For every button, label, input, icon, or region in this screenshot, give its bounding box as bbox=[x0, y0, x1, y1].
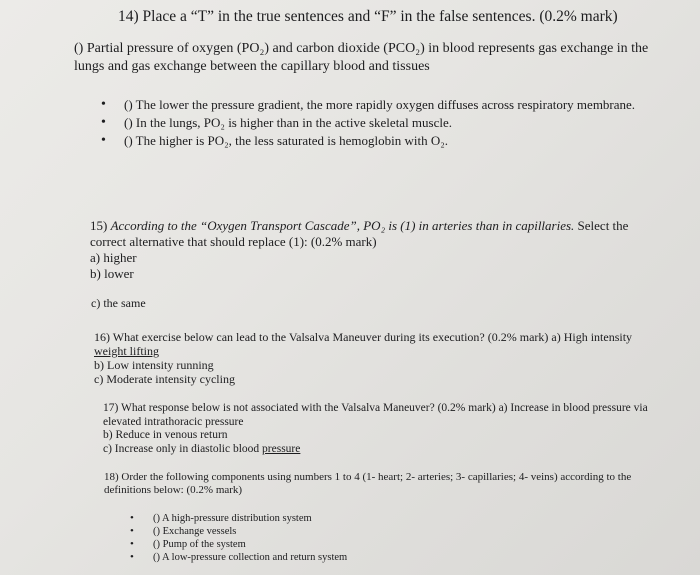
q15-stem: Select the correct alternative that should replace (1): (0.2% mark) bbox=[90, 218, 629, 249]
q18-definition-list bbox=[130, 512, 490, 564]
q14-intro-statement: () Partial pressure of oxygen (PO₂) and carbon dioxide (PCO₂) in blood represents gas exchange in the lungs and gas exchange between the capillary blood and tissues bbox=[74, 41, 649, 74]
list-item bbox=[101, 114, 641, 131]
q14-title: 14) Place a “T” in the true sentences and “F” in the false sentences. (0.2% mark) bbox=[118, 8, 618, 25]
q18-stem: 18) Order the following components using numbers 1 to 4 (1- heart; 2- arteries; 3- capillaries; 4- veins) according to the definitions below: (0.2% mark) bbox=[104, 471, 632, 496]
q18-definition-3: () Pump of the system bbox=[153, 539, 246, 550]
q14-statement-list bbox=[101, 96, 641, 150]
q15-block bbox=[90, 218, 660, 282]
q16-stem: 16) What exercise below can lead to the Valsalva Maneuver during its execution? (0.2% mark) a) High intensity bbox=[94, 330, 633, 344]
bullet-icon: • bbox=[130, 538, 134, 550]
q17-stem: 17) What response below is not associated with the Valsalva Maneuver? (0.2% mark) a) Increase in blood pressure via elevated intrathoracic pressure bbox=[103, 402, 648, 428]
list-item bbox=[101, 132, 641, 149]
list-item bbox=[101, 96, 641, 113]
list-item bbox=[130, 551, 490, 564]
q16-option-a-underlined: weight lifting bbox=[94, 344, 159, 358]
bullet-icon: • bbox=[130, 512, 134, 524]
q17-block bbox=[103, 402, 663, 456]
list-item bbox=[130, 525, 490, 538]
q16-option-c: c) Moderate intensity cycling bbox=[94, 372, 235, 386]
q18-definition-4: () A low-pressure collection and return system bbox=[153, 552, 348, 563]
q17-option-c-text: c) Increase only in diastolic blood bbox=[103, 442, 260, 455]
q17-option-c bbox=[103, 443, 663, 457]
list-item bbox=[130, 512, 490, 525]
bullet-icon: • bbox=[101, 97, 106, 112]
q18-definition-2: () Exchange vessels bbox=[153, 526, 237, 537]
q14-statement-2: () In the lungs, PO₂ is higher than in the active skeletal muscle. bbox=[124, 115, 453, 130]
q15-option-c: c) the same bbox=[91, 296, 146, 310]
q17-option-b: b) Reduce in venous return bbox=[103, 429, 228, 441]
bullet-icon: • bbox=[130, 525, 134, 537]
q14-statement-3: () The higher is PO₂, the less saturated is hemoglobin with O₂. bbox=[124, 133, 449, 148]
bullet-icon: • bbox=[101, 115, 106, 130]
bullet-icon: • bbox=[101, 133, 106, 148]
q15-option-b: b) lower bbox=[90, 266, 134, 281]
q18-definition-1: () A high-pressure distribution system bbox=[153, 513, 312, 524]
list-item bbox=[130, 538, 490, 551]
bullet-icon: • bbox=[130, 551, 134, 563]
q17-option-c-underlined: pressure bbox=[262, 442, 301, 455]
q16-block bbox=[94, 330, 654, 386]
q15-stem-italic: According to the “Oxygen Transport Cascade”, PO₂ is (1) in arteries than in capillaries. bbox=[110, 218, 575, 233]
q15-number: 15) bbox=[90, 218, 108, 233]
q16-option-b: b) Low intensity running bbox=[94, 358, 214, 372]
q14-statement-1: () The lower the pressure gradient, the more rapidly oxygen diffuses across respiratory membrane. bbox=[124, 97, 636, 112]
q15-option-a: a) higher bbox=[90, 250, 137, 265]
